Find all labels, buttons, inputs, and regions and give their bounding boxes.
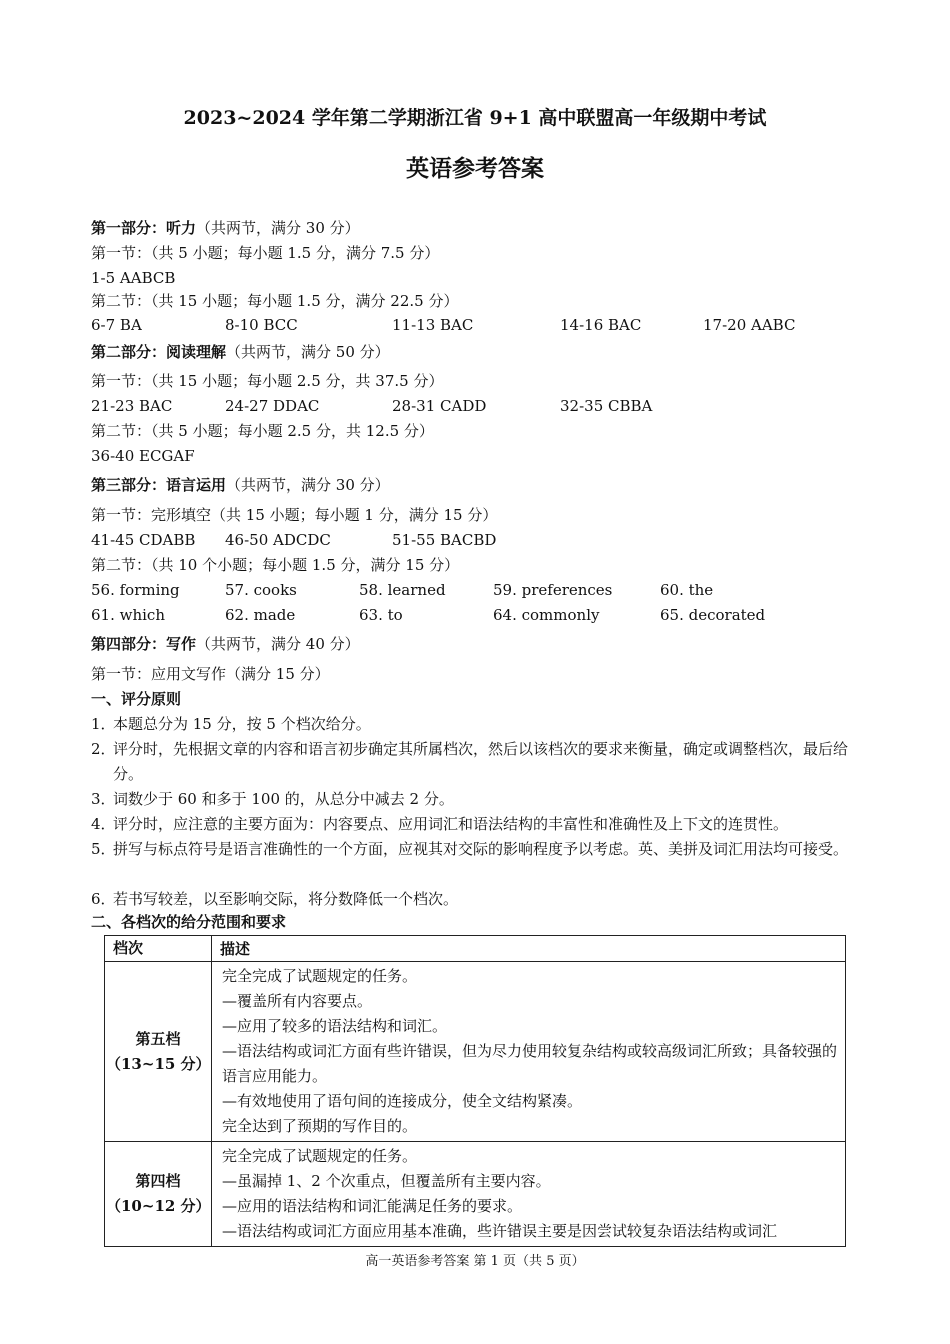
answer-item: 62. made: [225, 606, 296, 624]
answer-item: 57. cooks: [225, 581, 297, 599]
description-line: —语法结构或词汇方面有些许错误，但为尽力使用较复杂结构或较高级词汇所致；具备较强的语言应用能力。: [222, 1042, 838, 1085]
part3-section2: 第二节：（共 10 个小题；每小题 1.5 分，满分 15 分）: [91, 556, 460, 574]
answer-group: 17-20 AABC: [703, 316, 796, 334]
description-line: 完全完成了试题规定的任务。: [222, 967, 418, 985]
part3-section1: 第一节：完形填空（共 15 小题；每小题 1 分，满分 15 分）: [91, 506, 498, 524]
part2-section2: 第二节：（共 5 小题；每小题 2.5 分，共 12.5 分）: [91, 422, 434, 440]
principle-number: 5．: [91, 840, 116, 858]
description-line: —有效地使用了语句间的连接成分，使全文结构紧凑。: [222, 1092, 583, 1110]
principle-item: [91, 837, 866, 862]
answer-item: 56. forming: [91, 581, 180, 599]
answer-group: 24-27 DDAC: [225, 397, 320, 415]
answer-group: 36-40 ECGAF: [91, 447, 195, 465]
header-description: 描述: [212, 936, 846, 962]
principle-text: 评分时，应注意的主要方面为：内容要点、应用词汇和语法结构的丰富性和准确性及上下文的连贯性。: [113, 815, 789, 833]
answer-item: 63. to: [359, 606, 403, 624]
answer-group: 11-13 BAC: [392, 316, 474, 334]
principle-item: [91, 712, 866, 737]
answer-group: 46-50 ADCDC: [225, 531, 331, 549]
description-cell: [212, 1142, 846, 1247]
principle-number: 1．: [91, 715, 116, 733]
table-row: [105, 1142, 846, 1247]
part2-heading-line: [91, 342, 390, 362]
principle-text: 若书写较差，以至影响交际，将分数降低一个档次。: [113, 890, 459, 908]
answer-item: 59. preferences: [493, 581, 613, 599]
description-line: 完全完成了试题规定的任务。: [222, 1147, 418, 1165]
ranges-heading: 二、各档次的给分范围和要求: [91, 913, 287, 931]
level-cell: [105, 962, 212, 1142]
answer-group: 6-7 BA: [91, 316, 142, 334]
description-line: 完全达到了预期的写作目的。: [222, 1117, 418, 1135]
principle-number: 3．: [91, 790, 116, 808]
part2-note: （共两节，满分 50 分）: [226, 343, 390, 361]
part4-heading: 第四部分：写作: [91, 635, 197, 653]
table-row: [105, 962, 846, 1142]
answer-group: 41-45 CDABB: [91, 531, 196, 549]
part1-heading-line: [91, 218, 360, 238]
principle-item: [91, 737, 866, 787]
part4-section1: 第一节：应用文写作（满分 15 分）: [91, 665, 330, 683]
part4-heading-line: [91, 634, 360, 654]
principle-text: 拼写与标点符号是语言准确性的一个方面，应视其对交际的影响程度予以考虑。英、美拼及词汇用法均可接受。: [113, 840, 849, 858]
level-cell: [105, 1142, 212, 1247]
principles-heading: 一、评分原则: [91, 690, 182, 708]
answer-group: 51-55 BACBD: [392, 531, 497, 549]
part1-heading: 第一部分：听力: [91, 219, 197, 237]
answer-group: 21-23 BAC: [91, 397, 173, 415]
answer-group: 28-31 CADD: [392, 397, 487, 415]
answer-group: 32-35 CBBA: [560, 397, 653, 415]
principle-text: 评分时，先根据文章的内容和语言初步确定其所属档次，然后以该档次的要求来衡量，确定或调整档次，最后给分。: [113, 740, 849, 783]
principle-item: [91, 787, 866, 812]
level-name: 第四档: [135, 1172, 181, 1190]
principle-number: 6．: [91, 890, 116, 908]
description-line: —覆盖所有内容要点。: [222, 992, 373, 1010]
description-line: —虽漏掉 1、2 个次重点，但覆盖所有主要内容。: [222, 1172, 551, 1190]
answer-group: 8-10 BCC: [225, 316, 298, 334]
part3-note: （共两节，满分 30 分）: [226, 476, 390, 494]
header-level: 档次: [105, 936, 212, 962]
part2-section1: 第一节：（共 15 小题；每小题 2.5 分，共 37.5 分）: [91, 372, 444, 390]
grading-table: [104, 935, 846, 1247]
part3-heading-line: [91, 475, 390, 495]
answer-item: 64. commonly: [493, 606, 600, 624]
answer-item: 61. which: [91, 606, 165, 624]
description-line: —应用了较多的语法结构和词汇。: [222, 1017, 448, 1035]
principle-number: 2．: [91, 740, 116, 758]
level-name: 第五档: [135, 1029, 181, 1048]
page-footer: 高一英语参考答案 第 1 页（共 5 页）: [365, 1254, 585, 1269]
description-line: —应用的语法结构和词汇能满足任务的要求。: [222, 1197, 523, 1215]
part1-note: （共两节，满分 30 分）: [196, 219, 360, 237]
answer-item: 60. the: [660, 581, 714, 599]
principle-item: [91, 812, 866, 837]
part3-heading: 第三部分：语言运用: [91, 476, 227, 494]
part2-heading: 第二部分：阅读理解: [91, 343, 227, 361]
principle-item: [91, 887, 866, 912]
level-range: （13~15 分）: [106, 1054, 211, 1073]
principle-text: 本题总分为 15 分，按 5 个档次给分。: [113, 715, 371, 733]
part1-section1: 第一节：（共 5 小题；每小题 1.5 分，满分 7.5 分）: [91, 244, 440, 262]
answer-item: 58. learned: [359, 581, 446, 599]
answer-group: 14-16 BAC: [560, 316, 642, 334]
part4-note: （共两节，满分 40 分）: [196, 635, 360, 653]
principle-number: 4．: [91, 815, 116, 833]
answer-item: 65. decorated: [660, 606, 766, 624]
exam-title: 2023~2024 学年第二学期浙江省 9+1 高中联盟高一年级期中考试: [183, 107, 767, 129]
principle-text: 词数少于 60 和多于 100 的，从总分中减去 2 分。: [113, 790, 454, 808]
description-line: —语法结构或词汇方面应用基本准确，些许错误主要是因尝试较复杂语法结构或词汇: [222, 1222, 778, 1240]
answer-key-title: 英语参考答案: [406, 155, 544, 182]
table-header-row: [105, 936, 846, 962]
description-cell: [212, 962, 846, 1142]
answer-group: 1-5 AABCB: [91, 269, 176, 287]
level-range: （10~12 分）: [106, 1197, 211, 1215]
part1-section2: 第二节：（共 15 小题；每小题 1.5 分，满分 22.5 分）: [91, 292, 459, 310]
